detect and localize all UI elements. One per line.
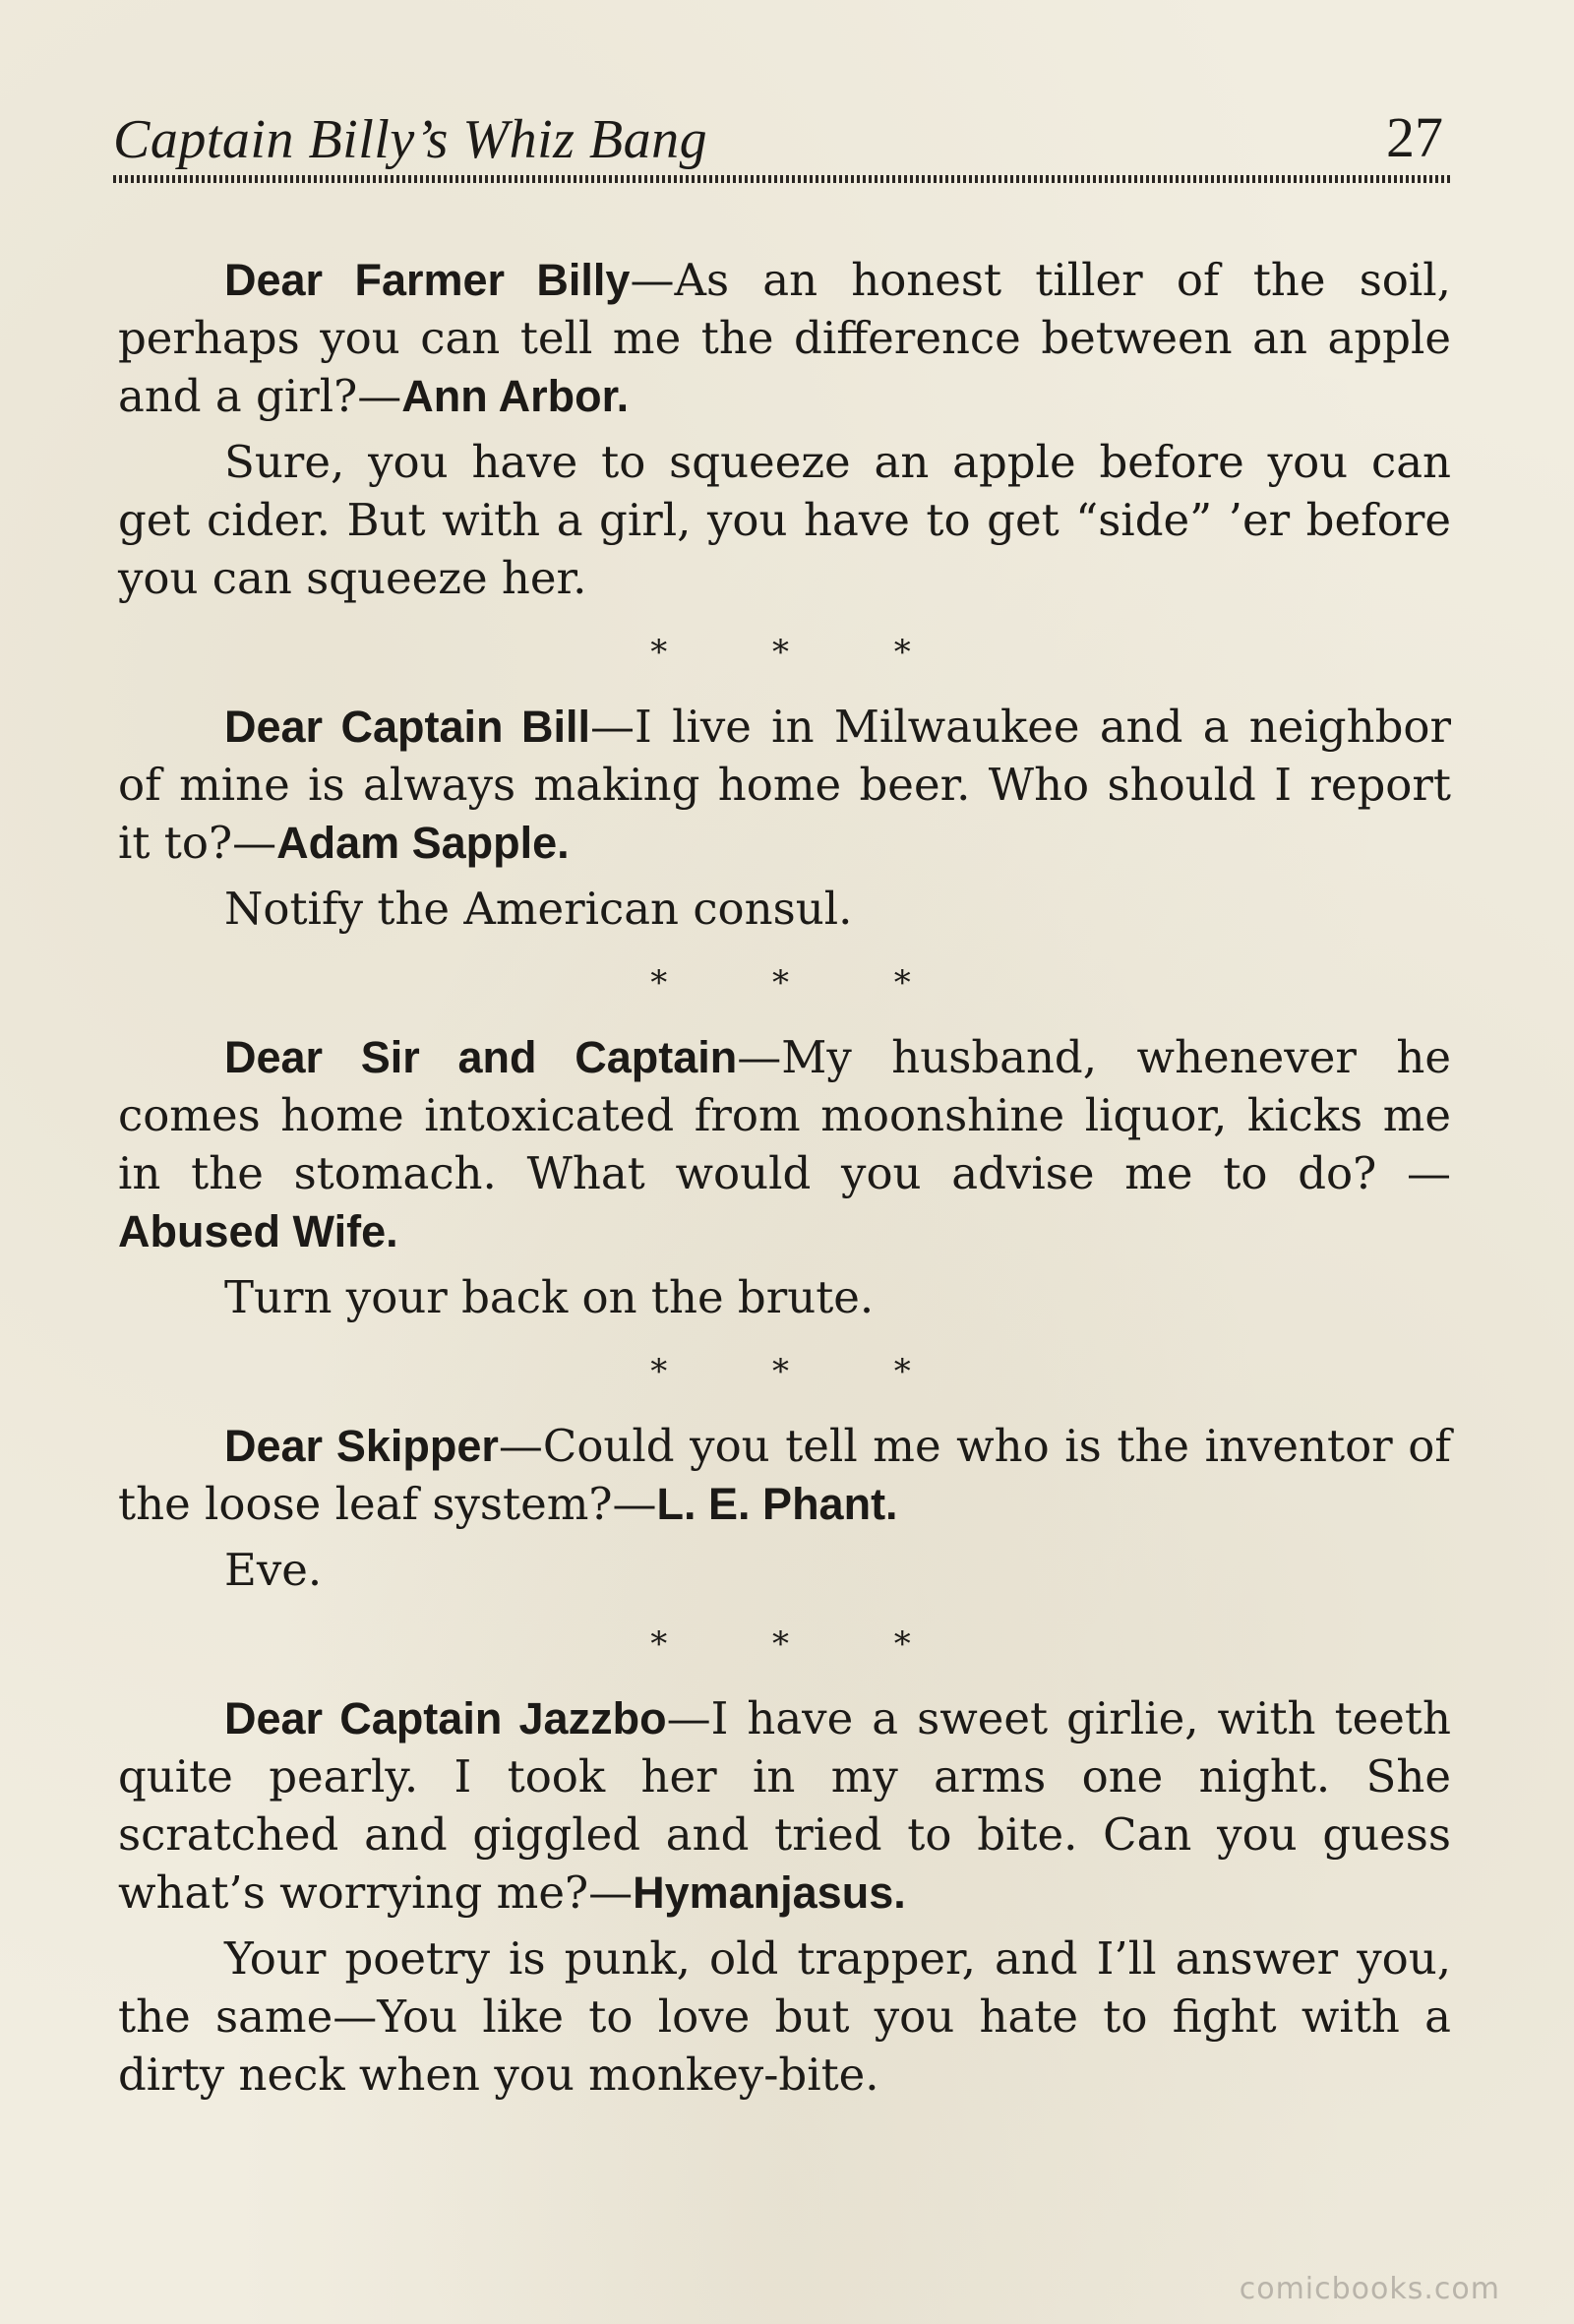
answer: Turn your back on the brute. [224,1271,875,1323]
signature: Adam Sapple. [276,818,570,868]
entry-1 [118,251,1451,607]
page-content [118,251,1451,2104]
entry-4 [118,1417,1451,1599]
letter-body: As an honest tiller of the soil, perhaps you can tell me the difference between an apple and a girl?— [118,254,1451,422]
signature: Hymanjasus. [633,1867,906,1918]
answer: Sure, you have to squeeze an apple before you can get cider. But with a girl, you have to get “side” ’er before you can squeeze her. [118,436,1451,604]
letter: Dear Captain Jazzbo—I have a sweet girlie, with teeth quite pearly. I took her in my arms one night. She scratched and giggled and tried to bite. Can you guess what’s worrying me?—Hymanjasus. [118,1692,1451,1919]
signature: L. E. Phant. [656,1479,898,1529]
entry-3 [118,1028,1451,1326]
letter-body: I live in Milwaukee and a neighbor of mine is always making home beer. Who should I report it to?— [118,701,1451,869]
letter: Dear Captain Bill—I live in Milwaukee and a neighbor of mine is always making home beer. Who should I report it to?—Adam Sapple. [118,701,1451,869]
letter-body: Could you tell me who is the inventor of the loose leaf system?— [118,1420,1451,1530]
letter: Dear Skipper—Could you tell me who is the inventor of the loose leaf system?—L. E. Phant. [118,1420,1451,1530]
header-rule [113,175,1451,183]
entry-2 [118,698,1451,938]
signature: Abused Wife. [118,1206,398,1256]
letter-body: I have a sweet girlie, with teeth quite pearly. I took her in my arms one night. She scratched and giggled and tried to bite. Can you guess what’s worrying me?— [118,1692,1451,1919]
letter: Dear Farmer Billy—As an honest tiller of the soil, perhaps you can tell me the difference between an apple and a girl?—Ann Arbor. [118,254,1451,422]
running-title: Captain Billy’s Whiz Bang [113,109,708,170]
watermark: comicbooks.com [1239,2272,1500,2306]
answer: Notify the American consul. [224,883,853,935]
salutation: Dear Captain Jazzbo [224,1693,667,1743]
page-header [113,98,1451,187]
separator-stars: * * * [650,633,958,672]
answer: Your poetry is punk, old trapper, and I’ll answer you, the same—You like to love but you hate to fight with a dirty neck when you monkey-bite. [118,1932,1451,2101]
entry-5 [118,1689,1451,2104]
salutation: Dear Captain Bill [224,702,591,752]
salutation: Dear Skipper [224,1421,499,1471]
letter: Dear Sir and Captain—My husband, whenever he comes home intoxicated from moonshine liquor, kicks me in the stomach. What would you advise me to do? —Abused Wife. [118,1031,1451,1256]
page-number: 27 [1386,105,1443,169]
letter-body: My husband, whenever he comes home intoxicated from moonshine liquor, kicks me in the stomach. What would you advise me to do? — [118,1031,1451,1199]
answer: Eve. [224,1544,323,1596]
separator-stars: * * * [650,1624,958,1664]
separator-stars: * * * [650,963,958,1003]
salutation: Dear Farmer Billy [224,255,631,305]
separator-stars: * * * [650,1352,958,1391]
salutation: Dear Sir and Captain [224,1032,738,1082]
signature: Ann Arbor. [401,371,630,421]
